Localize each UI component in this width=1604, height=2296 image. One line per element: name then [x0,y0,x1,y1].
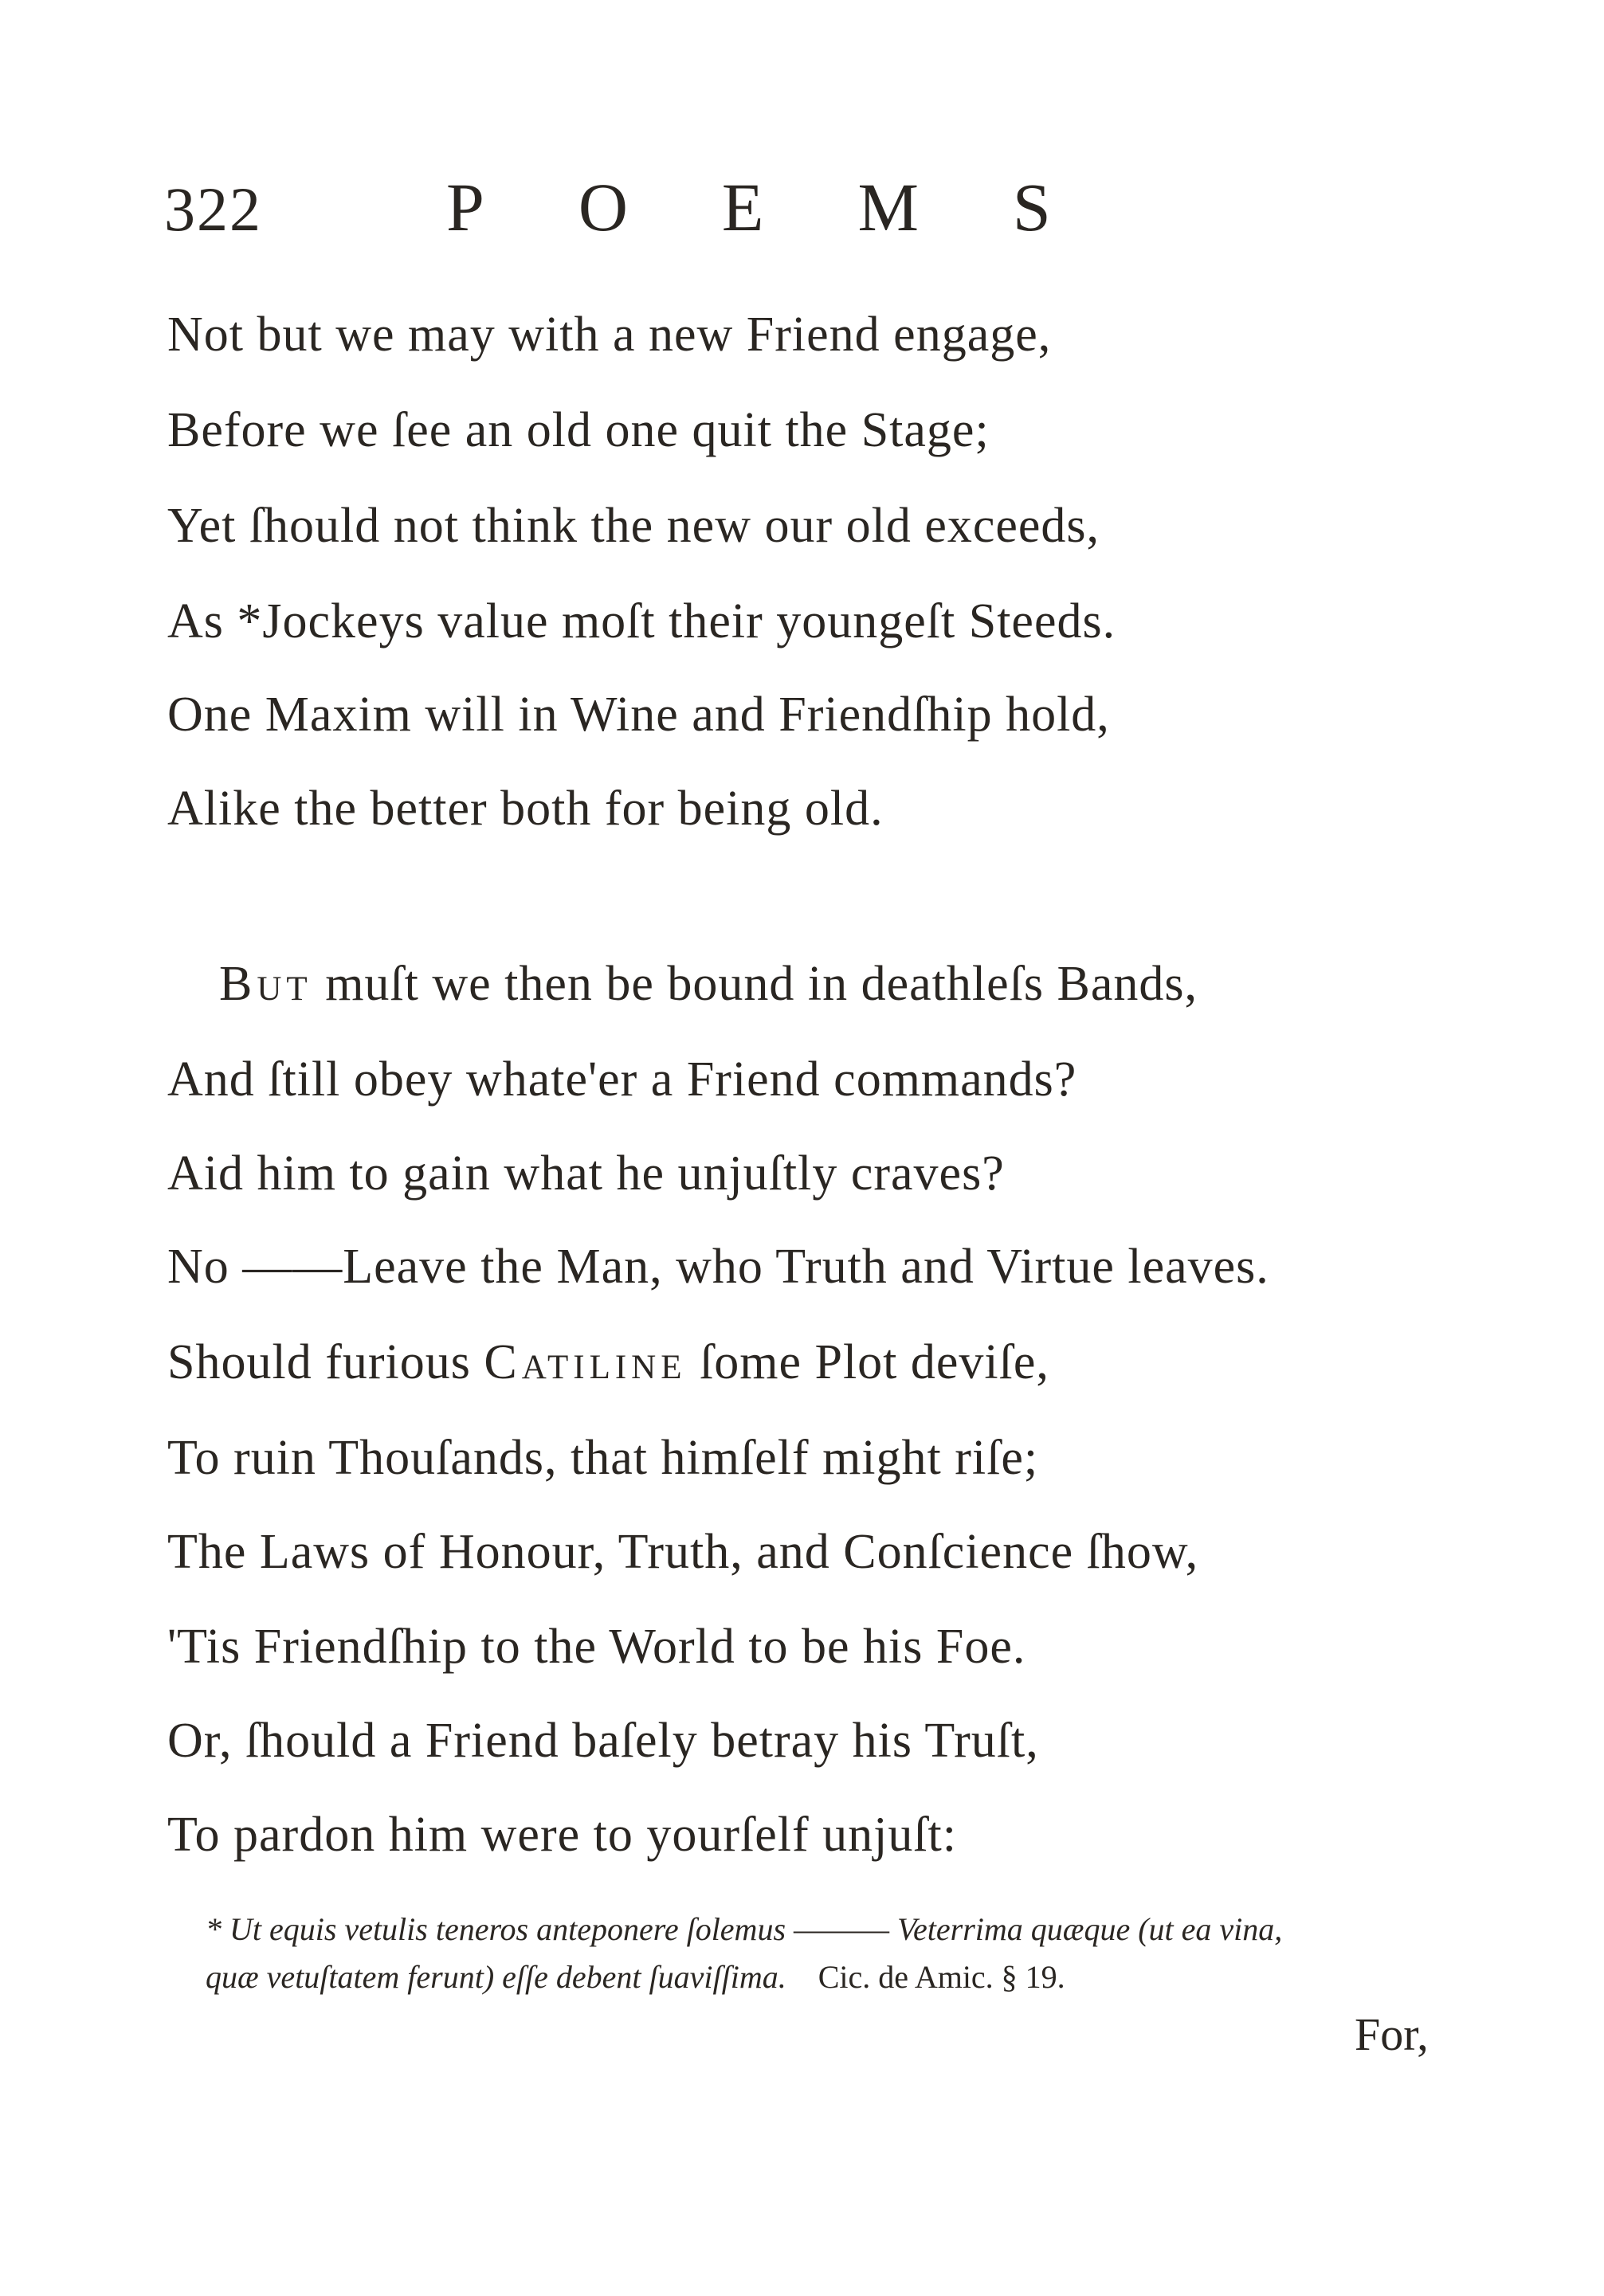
footnote-line [206,1958,1065,1996]
verse-text: Should furious [167,1335,484,1389]
footnote-text: Veterrima quæque (ut ea vina, [897,1911,1283,1947]
page-number: 322 [164,174,262,244]
verse-line: Before we ſee an old one quit the Stage; [167,403,990,457]
verse-line: Yet ſhould not think the new our old exceeds, [167,499,1100,553]
verse-line: Not but we may with a new Friend engage, [167,308,1052,362]
footnote-line [206,1910,1282,1948]
verse-text: muſt we then be bound in deathleſs Bands, [312,957,1198,1011]
verse-line: To ruin Thouſands, that himſelf might riſe; [167,1431,1039,1485]
name-catiline: Catiline [484,1335,687,1389]
verse-line: And ſtill obey whate'er a Friend commands? [167,1052,1077,1107]
footnote-reference: Cic. de Amic. § 19. [818,1959,1065,1995]
verse-line-first [219,956,1198,1013]
verse-line: Alike the better both for being old. [167,782,884,836]
verse-line: 'Tis Friendſhip to the World to be his Foe. [167,1620,1026,1674]
catchword: For, [1355,2008,1429,2060]
stanza-initial: But [219,957,312,1011]
running-title: POEMS [446,169,1145,245]
verse-line: Or, ſhould a Friend baſely betray his Truſt, [167,1714,1039,1768]
verse-text: ſome Plot deviſe, [686,1335,1049,1389]
verse-line: Aid him to gain what he unjuſtly craves? [167,1146,1005,1201]
footnote-text: quæ vetuſtatem ferunt) eſſe debent ſuaviſſima. [206,1959,786,1995]
verse-line-catiline [167,1334,1049,1391]
verse-line: No ——Leave the Man, who Truth and Virtue leaves. [167,1240,1269,1294]
footnote-dash: ——— [794,1911,890,1947]
verse-line: To pardon him were to yourſelf unjuſt: [167,1808,958,1862]
verse-line: The Laws of Honour, Truth, and Conſcience ſhow, [167,1525,1199,1579]
verse-line: As *Jockeys value moſt their youngeſt Steeds. [167,594,1116,648]
verse-line: One Maxim will in Wine and Friendſhip hold, [167,688,1110,742]
footnote-text: * Ut equis vetulis teneros anteponere ſolemus [206,1911,786,1947]
